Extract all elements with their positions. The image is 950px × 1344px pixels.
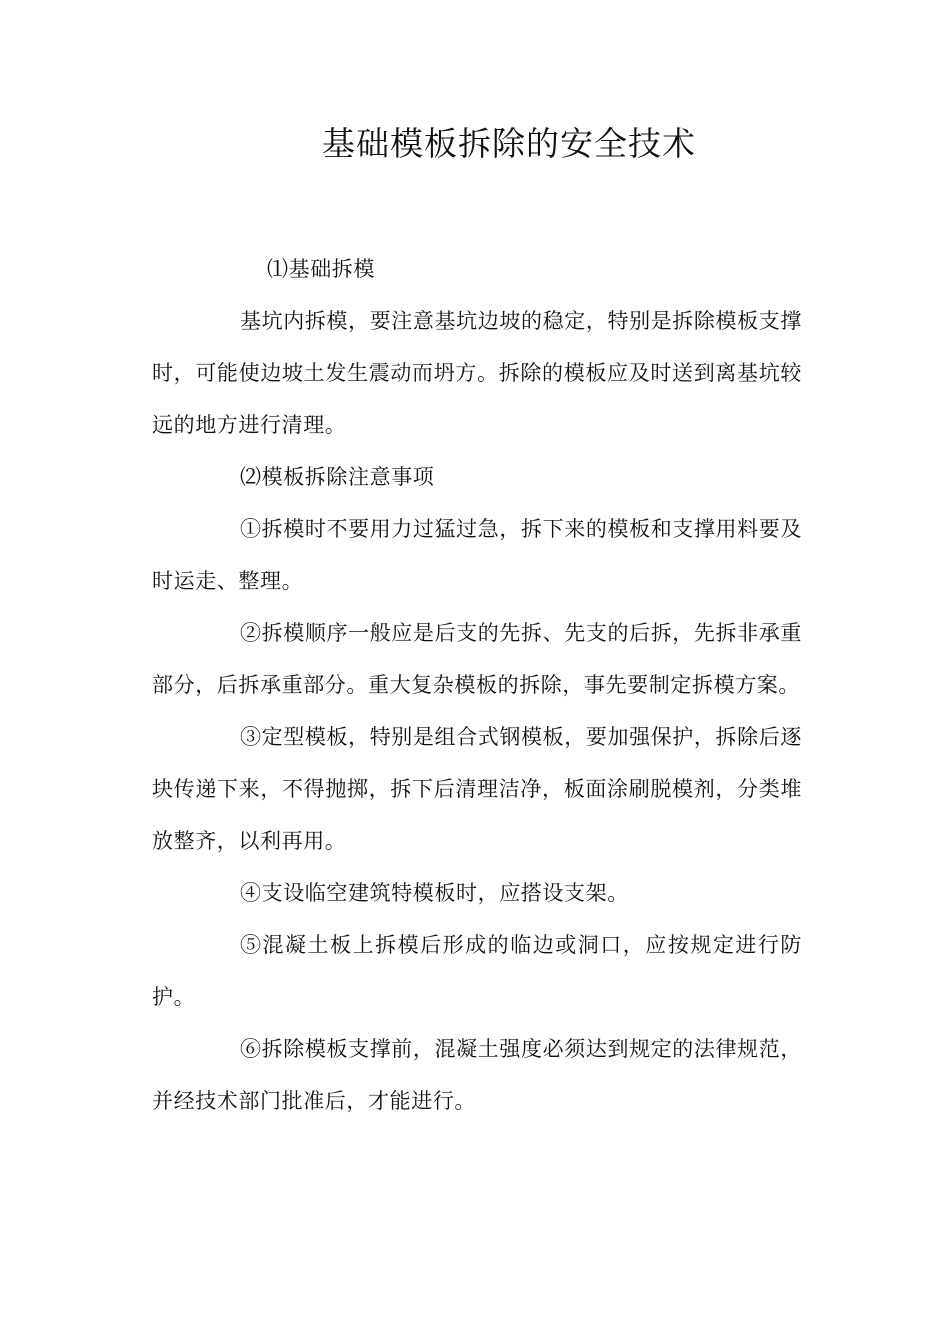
list-item-6: ⑥拆除模板支撑前，混凝土强度必须达到规定的法律规范，并经技术部门批准后，才能进行。 xyxy=(152,1037,802,1113)
list-item-2: ②拆模顺序一般应是后支的先拆、先支的后拆，先拆非承重部分，后拆承重部分。重大复杂模板的拆除，事先要制定拆模方案。 xyxy=(152,621,802,697)
list-item-3: ③定型模板，特别是组合式钢模板，要加强保护，拆除后逐块传递下来，不得抛掷，拆下后清理洁净，板面涂刷脱模剂，分类堆放整齐，以利再用。 xyxy=(152,725,802,853)
document-title: 基础模板拆除的安全技术 xyxy=(322,124,696,163)
section-heading-removal-notes: ⑵模板拆除注意事项 xyxy=(240,465,435,489)
list-item-1: ①拆模时不要用力过猛过急，拆下来的模板和支撑用料要及时运走、整理。 xyxy=(152,517,802,593)
paragraph-pit-formwork: 基坑内拆模，要注意基坑边坡的稳定，特别是拆除模板支撑时，可能使边坡土发生震动而坍方。拆除的模板应及时送到离基坑较远的地方进行清理。 xyxy=(152,309,802,437)
list-item-5: ⑤混凝土板上拆模后形成的临边或洞口，应按规定进行防护。 xyxy=(152,933,802,1009)
document-body xyxy=(152,243,802,1127)
list-item-4: ④支设临空建筑特模板时，应搭设支架。 xyxy=(240,881,629,905)
section-heading-foundation-formwork: ⑴基础拆模 xyxy=(267,257,375,281)
